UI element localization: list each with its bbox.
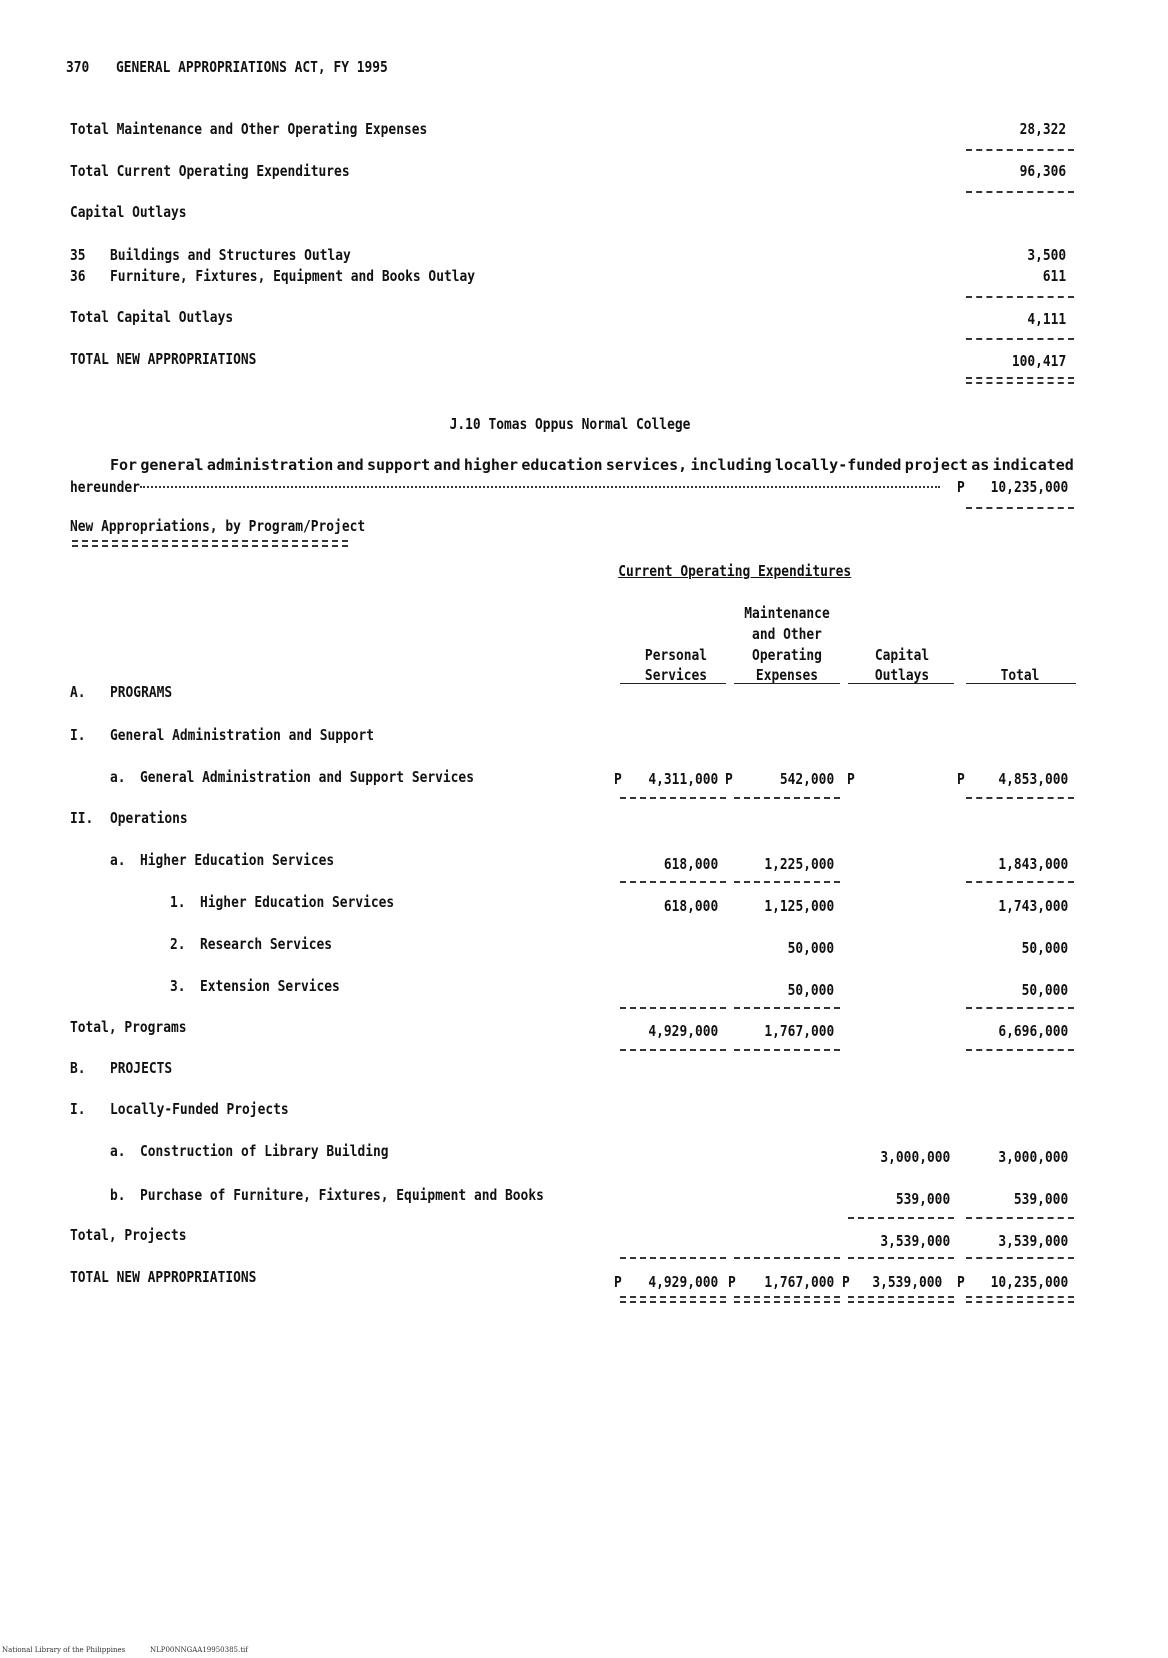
sub-mooe: 50,000 xyxy=(787,981,834,999)
rule xyxy=(848,1217,954,1219)
outlay-code: 35 xyxy=(70,246,86,264)
rule xyxy=(734,797,840,799)
outlay-label: Buildings and Structures Outlay xyxy=(110,246,351,264)
double-rule xyxy=(620,1296,726,1303)
gas-heading: General Administration and Support xyxy=(110,726,375,744)
rule xyxy=(966,1007,1074,1009)
rule xyxy=(620,881,726,883)
hes-mooe: 1,225,000 xyxy=(764,855,834,873)
sub-num: 3. xyxy=(170,977,186,995)
gas-item-label: General Administration and Support Services xyxy=(140,768,474,786)
rule xyxy=(848,1257,954,1259)
rule xyxy=(620,1007,726,1009)
rule xyxy=(734,1049,840,1051)
hes-letter: a. xyxy=(110,851,126,869)
project-label: Construction of Library Building xyxy=(140,1142,389,1160)
purpose-word: services, xyxy=(605,456,688,474)
sub-ps: 618,000 xyxy=(663,897,718,915)
purpose-line-1 xyxy=(110,456,1074,474)
grand-total-ps: 4,929,000 xyxy=(648,1273,718,1291)
currency-symbol: P xyxy=(957,770,965,788)
double-rule xyxy=(966,377,1074,384)
new-approp-heading: New Appropriations, by Program/Project xyxy=(70,517,366,535)
purpose-word: higher xyxy=(463,456,519,474)
purpose-line-2-start: hereunder xyxy=(70,478,140,496)
purpose-word: indicated xyxy=(992,456,1074,474)
outlay-value: 3,500 xyxy=(1027,246,1066,264)
programs-letter: A. xyxy=(70,683,86,701)
total-mooe-value: 28,322 xyxy=(1019,120,1066,138)
total-projects-total: 3,539,000 xyxy=(998,1232,1068,1250)
outlay-label: Furniture, Fixtures, Equipment and Books Outlay xyxy=(110,267,476,285)
total-capital-value: 4,111 xyxy=(1027,310,1066,328)
agency-title: J.10 Tomas Oppus Normal College xyxy=(449,415,691,433)
purpose-word: For xyxy=(110,456,138,474)
lfp-heading: Locally-Funded Projects xyxy=(110,1100,289,1118)
projects-heading: PROJECTS xyxy=(110,1059,173,1077)
purpose-leader-dots xyxy=(140,486,940,488)
header-underline xyxy=(734,683,840,684)
total-capital-label: Total Capital Outlays xyxy=(70,308,234,326)
project-label: Purchase of Furniture, Fixtures, Equipment and Books xyxy=(140,1186,544,1204)
capital-outlays-heading: Capital Outlays xyxy=(70,203,187,221)
rule xyxy=(966,1049,1074,1051)
rule xyxy=(734,881,840,883)
sub-mooe: 50,000 xyxy=(787,939,834,957)
currency-symbol: P xyxy=(847,770,855,788)
hes-label: Higher Education Services xyxy=(140,851,335,869)
grand-total-co: 3,539,000 xyxy=(872,1273,942,1291)
col-co-line: Capital xyxy=(874,646,930,664)
hes-total: 1,843,000 xyxy=(998,855,1068,873)
outlay-code: 36 xyxy=(70,267,86,285)
currency-symbol: P xyxy=(842,1273,850,1291)
sub-total: 1,743,000 xyxy=(998,897,1068,915)
rule xyxy=(966,1257,1074,1259)
double-rule xyxy=(848,1296,954,1303)
double-rule xyxy=(734,1296,840,1303)
outlay-value: 611 xyxy=(1042,267,1066,285)
page-header-title: GENERAL APPROPRIATIONS ACT, FY 1995 xyxy=(116,58,388,76)
header-underline xyxy=(966,683,1076,684)
gas-roman: I. xyxy=(70,726,86,744)
grand-total-label: TOTAL NEW APPROPRIATIONS xyxy=(70,1268,257,1286)
purpose-word: administration xyxy=(206,456,334,474)
ops-heading: Operations xyxy=(110,809,188,827)
total-projects-label: Total, Projects xyxy=(70,1226,187,1244)
project-total: 3,000,000 xyxy=(998,1148,1068,1166)
purpose-word: education xyxy=(521,456,603,474)
rule xyxy=(734,1007,840,1009)
purpose-word: project xyxy=(904,456,968,474)
projects-letter: B. xyxy=(70,1059,86,1077)
col-total: Total xyxy=(1000,666,1040,684)
lfp-roman: I. xyxy=(70,1100,86,1118)
rule xyxy=(620,797,726,799)
rule xyxy=(966,296,1074,298)
project-co: 539,000 xyxy=(895,1190,950,1208)
hes-ps: 618,000 xyxy=(663,855,718,873)
footer-library: National Library of the Philippines xyxy=(2,1646,126,1654)
page-number: 370 xyxy=(66,58,90,76)
purpose-currency: P xyxy=(957,478,965,496)
footer-file: NLP00NNGAA19950385.tif xyxy=(150,1646,248,1654)
rule xyxy=(966,797,1074,799)
gas-item-letter: a. xyxy=(110,768,126,786)
project-letter: a. xyxy=(110,1142,126,1160)
col-mooe-line: and Other xyxy=(752,625,822,643)
currency-symbol: P xyxy=(614,1273,622,1291)
total-programs-mooe: 1,767,000 xyxy=(764,1022,834,1040)
currency-symbol: P xyxy=(725,770,733,788)
col-ps-line: Services xyxy=(644,666,708,684)
ops-roman: II. xyxy=(70,809,94,827)
rule xyxy=(966,881,1074,883)
total-programs-label: Total, Programs xyxy=(70,1018,187,1036)
sub-label: Higher Education Services xyxy=(200,893,395,911)
rule xyxy=(734,1257,840,1259)
gas-ps: 4,311,000 xyxy=(648,770,718,788)
gas-total: 4,853,000 xyxy=(998,770,1068,788)
total-projects-co: 3,539,000 xyxy=(880,1232,950,1250)
grand-total-total: 10,235,000 xyxy=(990,1273,1068,1291)
purpose-word: including xyxy=(690,456,772,474)
grand-total-mooe: 1,767,000 xyxy=(764,1273,834,1291)
rule xyxy=(966,191,1074,193)
col-mooe-line: Maintenance xyxy=(744,604,830,622)
purpose-word: and xyxy=(433,456,461,474)
purpose-word: as xyxy=(971,456,990,474)
project-total: 539,000 xyxy=(1013,1190,1068,1208)
header-underline xyxy=(848,683,954,684)
project-co: 3,000,000 xyxy=(880,1148,950,1166)
sub-num: 1. xyxy=(170,893,186,911)
total-mooe-label: Total Maintenance and Other Operating Expenses xyxy=(70,120,428,138)
col-ps-line: Personal xyxy=(644,646,708,664)
purpose-word: general xyxy=(140,456,204,474)
sub-total: 50,000 xyxy=(1021,939,1068,957)
rule xyxy=(620,1257,726,1259)
rule xyxy=(966,338,1074,340)
currency-symbol: P xyxy=(728,1273,736,1291)
purpose-word: locally-funded xyxy=(775,456,902,474)
currency-symbol: P xyxy=(614,770,622,788)
purpose-word: support xyxy=(366,456,431,474)
sub-mooe: 1,125,000 xyxy=(764,897,834,915)
total-programs-total: 6,696,000 xyxy=(998,1022,1068,1040)
purpose-word: and xyxy=(336,456,364,474)
project-letter: b. xyxy=(110,1186,126,1204)
total-coe-value: 96,306 xyxy=(1019,162,1066,180)
sub-num: 2. xyxy=(170,935,186,953)
col-mooe-line: Expenses xyxy=(755,666,819,684)
total-coe-label: Total Current Operating Expenditures xyxy=(70,162,350,180)
header-underline xyxy=(620,683,726,684)
sub-total: 50,000 xyxy=(1021,981,1068,999)
prev-total-new-value: 100,417 xyxy=(1011,352,1066,370)
purpose-amount: 10,235,000 xyxy=(990,478,1068,496)
rule xyxy=(966,1217,1074,1219)
double-rule xyxy=(966,1296,1074,1303)
gas-mooe: 542,000 xyxy=(779,770,834,788)
currency-symbol: P xyxy=(957,1273,965,1291)
sub-label: Research Services xyxy=(200,935,333,953)
sub-label: Extension Services xyxy=(200,977,340,995)
rule xyxy=(966,507,1074,509)
col-co-line: Outlays xyxy=(874,666,930,684)
col-mooe-line: Operating xyxy=(752,646,822,664)
rule xyxy=(620,1049,726,1051)
coe-group-header: Current Operating Expenditures xyxy=(618,562,852,580)
programs-heading: PROGRAMS xyxy=(110,683,173,701)
prev-total-new-label: TOTAL NEW APPROPRIATIONS xyxy=(70,350,257,368)
total-programs-ps: 4,929,000 xyxy=(648,1022,718,1040)
double-rule xyxy=(72,540,348,547)
rule xyxy=(966,149,1074,151)
